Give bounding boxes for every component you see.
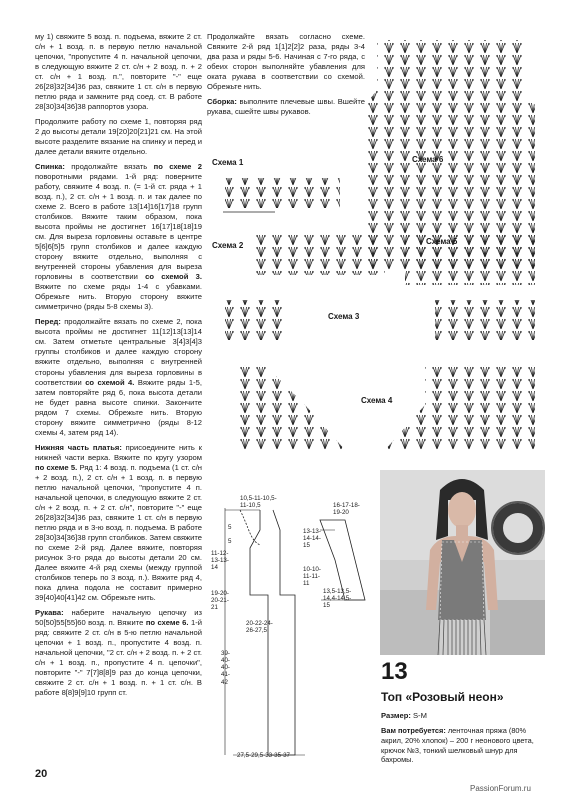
page-number: 20 xyxy=(35,768,48,780)
instructions-column-1 xyxy=(35,32,202,703)
label-bottom: 27,5-29,5-33-35-37 xyxy=(237,752,290,759)
label-top: 10,5-11-10,5- 11-10,5 xyxy=(240,495,277,510)
materials: Вам потребуется: ленточная пряжа (80% акрил, 20% хлопок) – 200 г неонового цвета, крючок №3, тонкий шелковый шнур для бахромы. xyxy=(381,726,534,765)
label-sleeve-top: 16-17-18- 19-20 xyxy=(333,502,360,517)
label-11: 11-12- 13-13- 14 xyxy=(211,550,229,572)
paragraph-start: му 1) свяжите 5 возд. п. подъема, вяжите 2 ст. с/н + 1 возд. п. в первую петлю начальной цепочки, "пропустите 4 п. начальной цепочки, в следующую вяжите 2 ст. с/н + 2 возд. п. + 2 ст. с/н + 1 возд. п.", повторите "-" еще 26[28]32[34]36 раз, свяжите 1 ст. с/н в первую петлю ряда и замкните ряд соед. ст. В работе 28[30]34[36]38 раппортов узора. xyxy=(35,32,202,112)
scheme4-diagram xyxy=(235,365,535,450)
label-19: 19-20- 20-21- 21 xyxy=(211,590,229,612)
model-title: Топ «Розовый неон» xyxy=(381,690,504,704)
label-sleeve-10: 10-10- 11-11- 11 xyxy=(303,566,321,588)
paragraph-back: Спинка: продолжайте вязать по схеме 2 поворотными рядами. 1-й ряд: поверните работу, свяжите 4 возд. п. (= 1-й ст. ряда + 1 возд. п.), 2 ст. с/н + 1 возд. п. и так далее по схеме 2. Всего в работе 13[14]16[17]18 групп столбиков. Вяжите таким образом, пока высота проймы не достигнет 16[17]18[18]19 см. Для выреза горловины оставьте в центре 5[6]6[5]5 групп столбиков и далее каждую сторону вяжите отдельно, выполняя с внутренней стороны убавления для выреза горловины в соответствии со схемой 3. Вяжите по схеме ряды 1-4 с убавками. Обрежьте нить. Вторую сторону вяжите симметрично (ряды 5-8 схемы 3). xyxy=(35,162,202,312)
paragraph-assembly: Сборка: выполните плечевые швы. Вшейте рукава, сшейте швы рукавов. xyxy=(207,97,365,117)
model-photo xyxy=(380,470,545,655)
model-number: 13 xyxy=(381,658,408,685)
paragraph-scheme1: Продолжите работу по схеме 1, повторяя ряд 2 до высоты детали 19[20]20[21]21 см. На этой высоте разделите вязание на спинку и перед и далее детали вяжите отдельно. xyxy=(35,117,202,157)
site-watermark: PassionForum.ru xyxy=(470,784,531,793)
scheme2-diagram xyxy=(250,235,385,275)
scheme3-label: Схема 3 xyxy=(328,312,360,321)
scheme6-label: Схема 6 xyxy=(412,155,444,164)
scheme5-label: Схема 5 xyxy=(426,237,458,246)
paragraph-sleeves: Рукава: наберите начальную цепочку из 50[50]55[55]60 возд. п. Вяжите по схеме 6. 1-й ряд: свяжите 2 ст. с/н в 5-ю петлю начальной цепочки + 1 возд. п., пропустите 4 возд. п. начальной цепочки, "2 ст. с/н + 2 возд. п. + 2 ст. с/н + 1 возд. п., пропустите 4 п. цепочки", повторите "-" 7[7]8[8]9 раз до конца цепочки, свяжите 2 ст. с/н + 1 возд. п. + 1 ст. с/н. В работе 8[8]9[9]10 групп ст. xyxy=(35,607,203,697)
model-size: Размер: S-M xyxy=(381,711,427,720)
scheme1-diagram xyxy=(223,178,340,212)
product-info xyxy=(381,660,546,765)
scheme4-label: Схема 4 xyxy=(361,396,393,405)
label-20: 20-22-24- 26-27,5 xyxy=(246,620,273,635)
label-5a: 5 xyxy=(228,524,232,531)
paragraph-sleeve-continue: Продолжайте вязать согласно схеме. Свяжите 2-й ряд 1[1]2[2]2 раза, ряды 3-4 два раза и ряды 5-6. Начиная с 7-го ряда, с обеих сторон выполняйте убавления для оката рукава в соответствии со схемой. Обрежьте нить. xyxy=(207,32,365,92)
label-sleeve-13: 13-13- 14-14- 15 xyxy=(303,528,321,550)
label-5b: 5 xyxy=(228,538,232,545)
scheme1-label: Схема 1 xyxy=(212,158,244,167)
label-sleeve-bottom: 13,5-13,5- 14,4-14,5- 15 xyxy=(323,588,352,610)
scheme3-diagram xyxy=(225,300,535,340)
scheme2-label: Схема 2 xyxy=(212,241,244,250)
scheme5-diagram xyxy=(405,230,535,285)
paragraph-lower-part: Нижняя часть платья: присоедините нить к нижней части верха. Вяжите по кругу узором по схеме 5. Ряд 1: 4 возд. п. подъема (1 ст. с/н + 2 возд. п.), 2 ст. с/н + 1 возд. п. в первую петлю начальной цепочки, "пропустите 4 п. начальной цепочки, в следующую вяжите 2 ст. с/н + 2 возд. п. + 2 ст. с/н", повторите "-" еще 26[28]32[34]36 раз, свяжите 1 ст. с/н в первую петлю ряда и в 3-ю возд. п. подъема. В работе 28[30]34[36]38 групп столбиков. Затем свяжите по схеме 2-й ряд. Далее вяжите, повторяя рисунок 3-го ряда до высоты детали 20 см. Далее вяжите 4-й ряд схемы (между группой столбиков теперь по 3 возд. п.). Вяжите ряд 4, пока длина подола не составит примерно 39[40]40[41]42 см. Обрежьте нить. xyxy=(35,442,202,602)
paragraph-front: Перед: продолжайте вязать по схеме 2, пока высота проймы не достигнет 11[12]13[13]14 см. Затем отметьте центральные 3[4]3[4]3 группы столбиков и далее каждую сторону вяжите отдельно, выполняя с внутренней стороны убавления для выреза горловины в соответствии со схемой 4. Вяжите ряды 1-5, затем повторяйте ряд 6, пока высота детали не будет равна высоте спинки. Закончите рядом 7 схемы. Обрежьте нить. Вторую сторону вяжите симметрично (ряды 8-12 схемы 4, затем ряд 14). xyxy=(35,317,202,437)
label-39: 39- 40- 40- 41- 42 xyxy=(221,650,230,686)
